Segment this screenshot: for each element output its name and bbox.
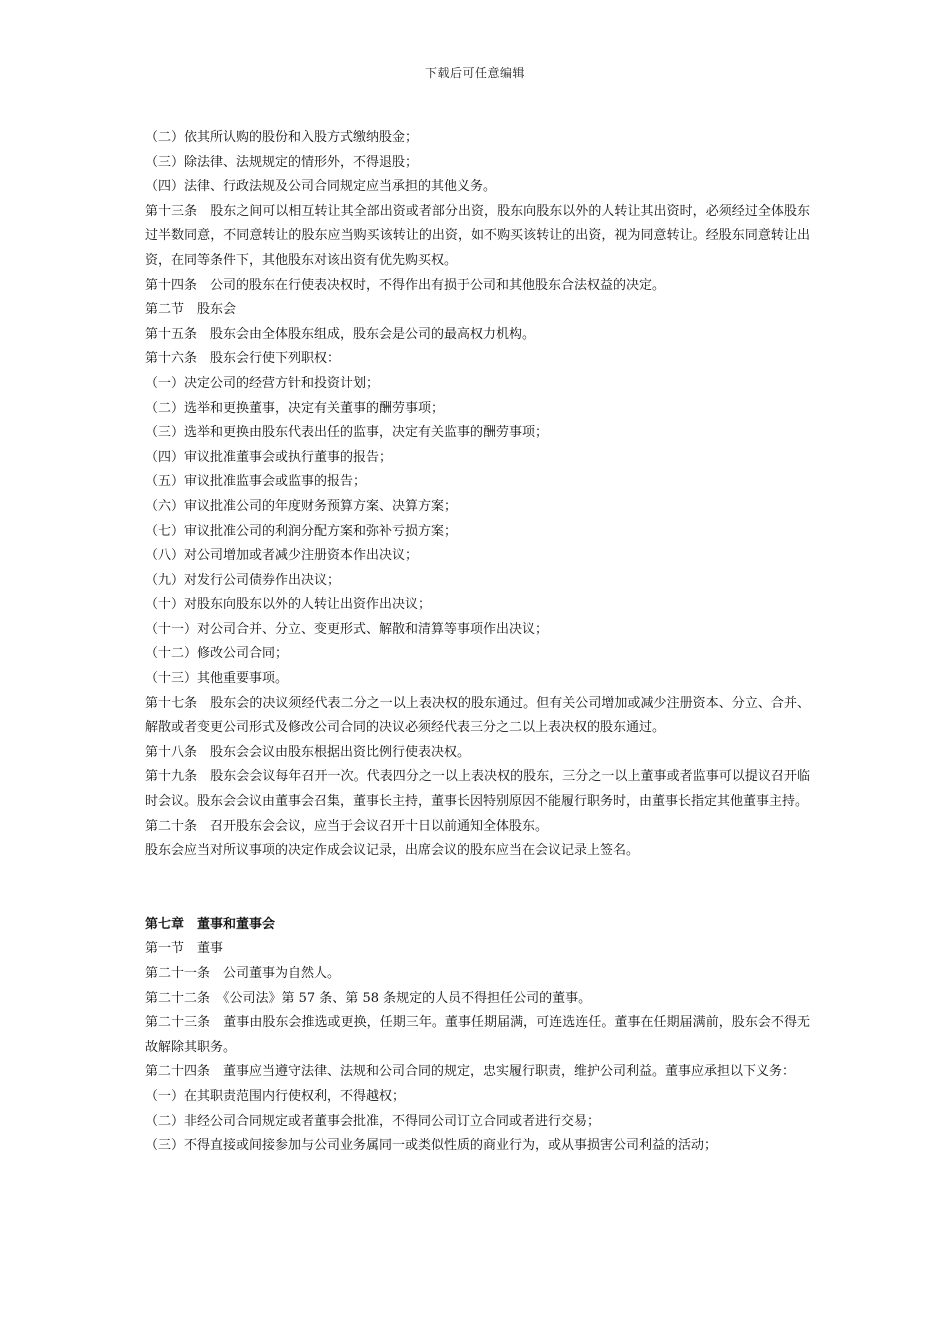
clause-paragraph: （二）选举和更换董事，决定有关董事的酬劳事项； (145, 400, 445, 416)
article-16: 第十六条 股东会行使下列职权： (145, 351, 341, 367)
article-15: 第十五条 股东会由全体股东组成，股东会是公司的最高权力机构。 (145, 326, 536, 342)
clause-paragraph: （五）审议批准监事会或监事的报告； (145, 474, 367, 490)
article-17: 第十七条 股东会的决议须经代表二分之一以上表决权的股东通过。但有关公司增加或减少注册资本、分立、合并、解散或者变更公司形式及修改公司合同的决议必须经代表三分之二以上表决权的股东通过。 (145, 695, 810, 736)
clause-paragraph: （七）审议批准公司的利润分配方案和弥补亏损方案； (145, 523, 458, 539)
article-21: 第二十一条 公司董事为自然人。 (145, 966, 341, 981)
clause-paragraph: （四）法律、行政法规及公司合同规定应当承担的其他义务。 (145, 179, 497, 195)
section-heading: 第二节 股东会 (145, 302, 237, 318)
clause-paragraph: （四）审议批准董事会或执行董事的报告； (145, 449, 393, 465)
clause-paragraph: （八）对公司增加或者减少注册资本作出决议； (145, 548, 419, 564)
paragraph-spacer (145, 864, 810, 913)
clause-paragraph: （三）不得直接或间接参加与公司业务属同一或类似性质的商业行为，或从事损害公司利益的活动； (145, 1138, 718, 1154)
clause-paragraph: （二）非经公司合同规定或者董事会批准，不得同公司订立合同或者进行交易； (145, 1113, 601, 1129)
clause-paragraph: （九）对发行公司债券作出决议； (145, 572, 341, 588)
article-13: 第十三条 股东之间可以相互转让其全部出资或者部分出资，股东向股东以外的人转让其出资时，必须经过全体股东过半数同意，不同意转让的股东应当购买该转让的出资，如不购买该转让的出资，视为同意转让。经股东同意转让出资，在同等条件下，其他股东对该出资有优先购买权。 (145, 203, 810, 268)
clause-paragraph: （十三）其他重要事项。 (145, 671, 289, 687)
clause-paragraph: （十一）对公司合并、分立、变更形式、解散和清算等事项作出决议； (145, 621, 549, 637)
clause-paragraph: （十）对股东向股东以外的人转让出资作出决议； (145, 597, 432, 613)
document-body (145, 126, 810, 1159)
clause-paragraph: （十二）修改公司合同； (145, 646, 289, 662)
article-23: 第二十三条 董事由股东会推选或更换，任期三年。董事任期届满，可连选连任。董事在任期届满前，股东会不得无故解除其职务。 (145, 1015, 810, 1055)
article-22: 第二十二条 《公司法》第 57 条、第 58 条规定的人员不得担任公司的董事。 (145, 990, 592, 1006)
article-18: 第十八条 股东会会议由股东根据出资比例行使表决权。 (145, 744, 471, 760)
clause-paragraph: （六）审议批准公司的年度财务预算方案、决算方案； (145, 498, 458, 514)
clause-paragraph: （一）在其职责范围内行使权利，不得越权； (145, 1088, 406, 1104)
clause-paragraph: （一）决定公司的经营方针和投资计划； (145, 375, 380, 391)
article-14: 第十四条 公司的股东在行使表决权时，不得作出有损于公司和其他股东合法权益的决定。 (145, 277, 666, 293)
clause-paragraph: （三）选举和更换由股东代表出任的监事，决定有关监事的酬劳事项； (145, 425, 549, 441)
article-19: 第十九条 股东会会议每年召开一次。代表四分之一以上表决权的股东，三分之一以上董事或者监事可以提议召开临时会议。股东会会议由董事会召集，董事长主持，董事长因特别原因不能履行职务时，由董事长指定其他董事主持。 (145, 769, 810, 810)
clause-paragraph: （三）除法律、法规规定的情形外，不得退股； (145, 154, 419, 170)
article-20: 第二十条 召开股东会会议，应当于会议召开十日以前通知全体股东。 (145, 818, 549, 834)
clause-paragraph: 股东会应当对所议事项的决定作成会议记录，出席会议的股东应当在会议记录上签名。 (145, 843, 640, 859)
page-header: 下载后可任意编辑 (424, 66, 525, 80)
chapter-title: 第七章 董事和董事会 (145, 916, 276, 932)
section-heading: 第一节 董事 (145, 941, 224, 957)
clause-paragraph: （二）依其所认购的股份和入股方式缴纳股金； (145, 130, 419, 145)
article-24: 第二十四条 董事应当遵守法律、法规和公司合同的规定，忠实履行职责，维护公司利益。董事应承担以下义务： (145, 1064, 796, 1080)
